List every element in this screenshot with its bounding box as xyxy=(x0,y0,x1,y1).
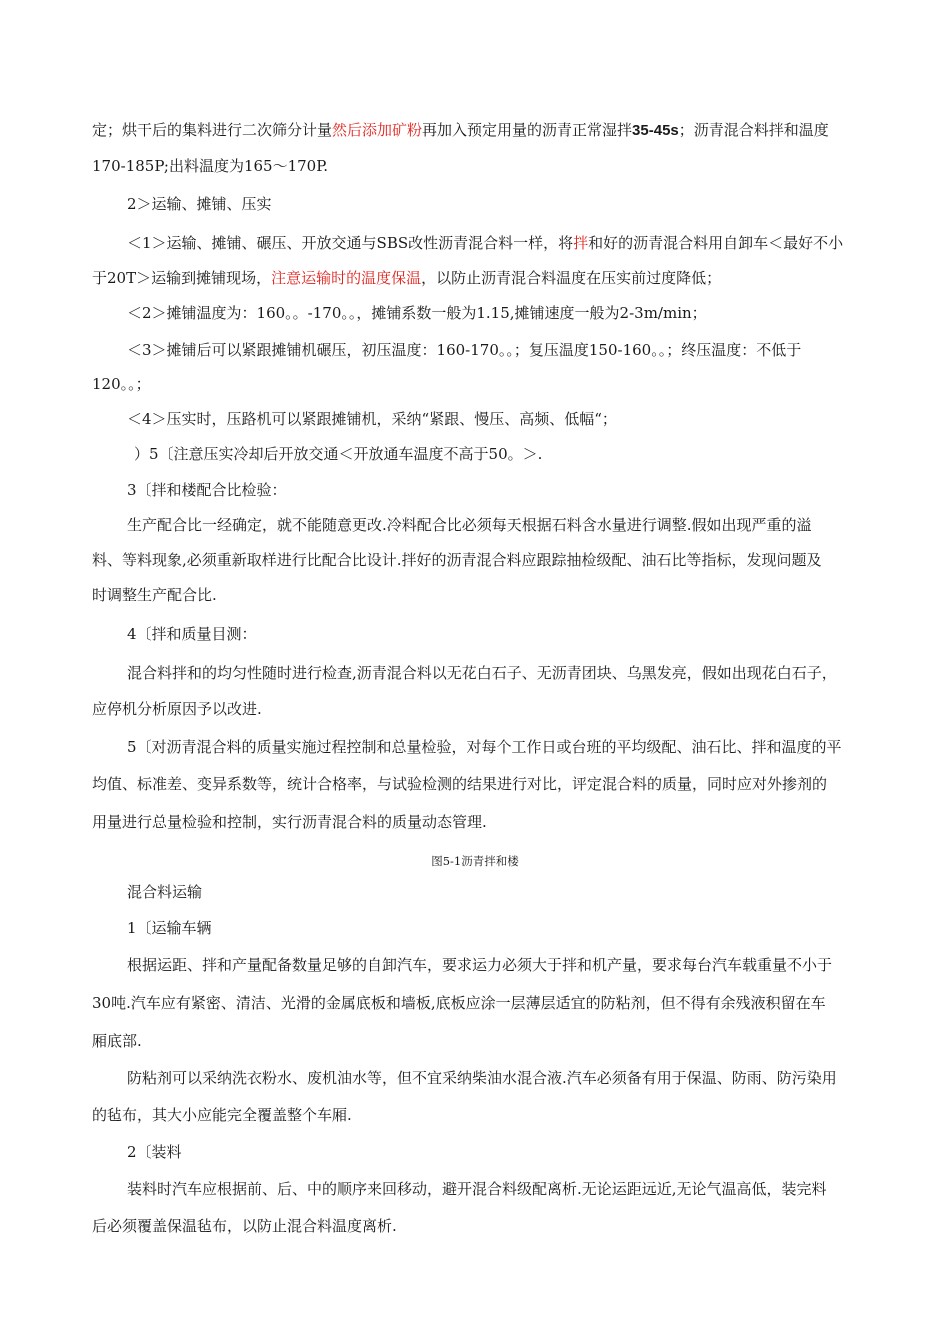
s2-3-line1: ＜3＞摊铺后可以紧跟摊铺机碾压，初压温度：160-170。。；复压温度150-160。。；终压温度：不低于 xyxy=(127,341,802,359)
paragraph-line: 后必须覆盖保温毡布，以防止混合料温度离析. xyxy=(92,1217,397,1235)
paragraph-line: 的毡布，其大小应能完全覆盖整个车厢. xyxy=(92,1106,352,1124)
paragraph-line: 用量进行总量检验和控制，实行沥青混合料的质量动态管理. xyxy=(92,813,487,831)
text-run: ，以防止沥青混合料温度在压实前过度降低； xyxy=(421,269,722,287)
paragraph-line: 混合料拌和的均匀性随时进行检查,沥青混合料以无花白石子、无沥青团块、乌黑发亮，假如出现花白石子， xyxy=(127,664,837,682)
section-heading: 4〔拌和质量目测： xyxy=(127,625,257,643)
paragraph-line: 根据运距、拌和产量配备数量足够的自卸汽车，要求运力必须大于拌和机产量，要求每台汽车载重量不小于 xyxy=(127,956,833,974)
section-heading: 混合料运输 xyxy=(127,883,203,901)
s2-1-line1 xyxy=(127,233,843,253)
highlighted-text: 然后添加矿粉 xyxy=(332,121,423,139)
text-run: 和好的沥青混合料用自卸车＜最好不小 xyxy=(588,234,844,252)
text-run: 35-45s xyxy=(632,122,679,139)
paragraph-line: 30吨.汽车应有紧密、清洁、光滑的金属底板和墙板,底板应涂一层薄层适宜的防粘剂，但不得有余残液积留在车 xyxy=(92,994,826,1012)
s2-3-line2: 120。。； xyxy=(92,375,151,393)
subsection-heading: 1〔运输车辆 xyxy=(127,919,212,937)
paragraph-line: 应停机分析原因予以改进. xyxy=(92,700,262,718)
figure-caption: 图5-1沥青拌和楼 xyxy=(431,854,519,868)
text-run: ；沥青混合料拌和温度 xyxy=(678,121,829,139)
paragraph-line: 生产配合比一经确定，就不能随意更改.冷料配合比必须每天根据石料含水量进行调整.假如出现严重的溢 xyxy=(127,516,812,534)
text-run: 于20T＞运输到摊铺现场， xyxy=(92,269,272,287)
text-run: ＜1＞运输、摊铺、碾压、开放交通与SBS改性沥青混合料一样，将 xyxy=(127,234,574,252)
paragraph-line: 料、等料现象,必须重新取样进行比配合比设计.拌好的沥青混合料应跟踪抽检级配、油石比等指标，发现问题及 xyxy=(92,551,822,569)
highlighted-text: 注意运输时的温度保温 xyxy=(271,269,422,287)
s2-5-line: ）5〔注意压实冷却后开放交通＜开放通车温度不高于50。＞. xyxy=(134,445,543,463)
subsection-heading: 2〔装料 xyxy=(127,1143,182,1161)
paragraph-line: 时调整生产配合比. xyxy=(92,586,217,604)
section-heading: 2＞运输、摊铺、压实 xyxy=(127,195,272,213)
s2-4-line: ＜4＞压实时，压路机可以紧跟摊铺机，采纳“紧跟、慢压、高频、低幅“； xyxy=(127,410,617,428)
paragraph-line: 5〔对沥青混合料的质量实施过程控制和总量检验，对每个工作日或台班的平均级配、油石比、拌和温度的平 xyxy=(127,738,842,756)
text-run: 定；烘干后的集料进行二次筛分计量 xyxy=(92,121,333,139)
paragraph-line: 厢底部. xyxy=(92,1032,142,1050)
section-heading: 3〔拌和楼配合比检验： xyxy=(127,481,287,499)
highlighted-text: 拌 xyxy=(573,234,589,252)
paragraph-line: 均值、标准差、变异系数等，统计合格率，与试验检测的结果进行对比，评定混合料的质量，同时应对外掺剂的 xyxy=(92,775,828,793)
s2-1-line2 xyxy=(92,268,721,288)
text-run: 再加入预定用量的沥青正常湿拌 xyxy=(422,121,633,139)
p1-line1 xyxy=(92,120,829,141)
p1-line2: 170-185P;出料温度为165〜170P. xyxy=(92,157,329,175)
paragraph-line: 防粘剂可以采纳洗衣粉水、废机油水等，但不宜采纳柴油水混合液.汽车必须备有用于保温、防雨、防污染用 xyxy=(127,1069,837,1087)
s2-2-line: ＜2＞摊铺温度为：160。。-170。。，摊铺系数一般为1.15,摊铺速度一般为2-3m/min； xyxy=(127,304,707,322)
paragraph-line: 装料时汽车应根据前、后、中的顺序来回移动，避开混合料级配离析.无论运距远近,无论气温高低，装完料 xyxy=(127,1180,827,1198)
